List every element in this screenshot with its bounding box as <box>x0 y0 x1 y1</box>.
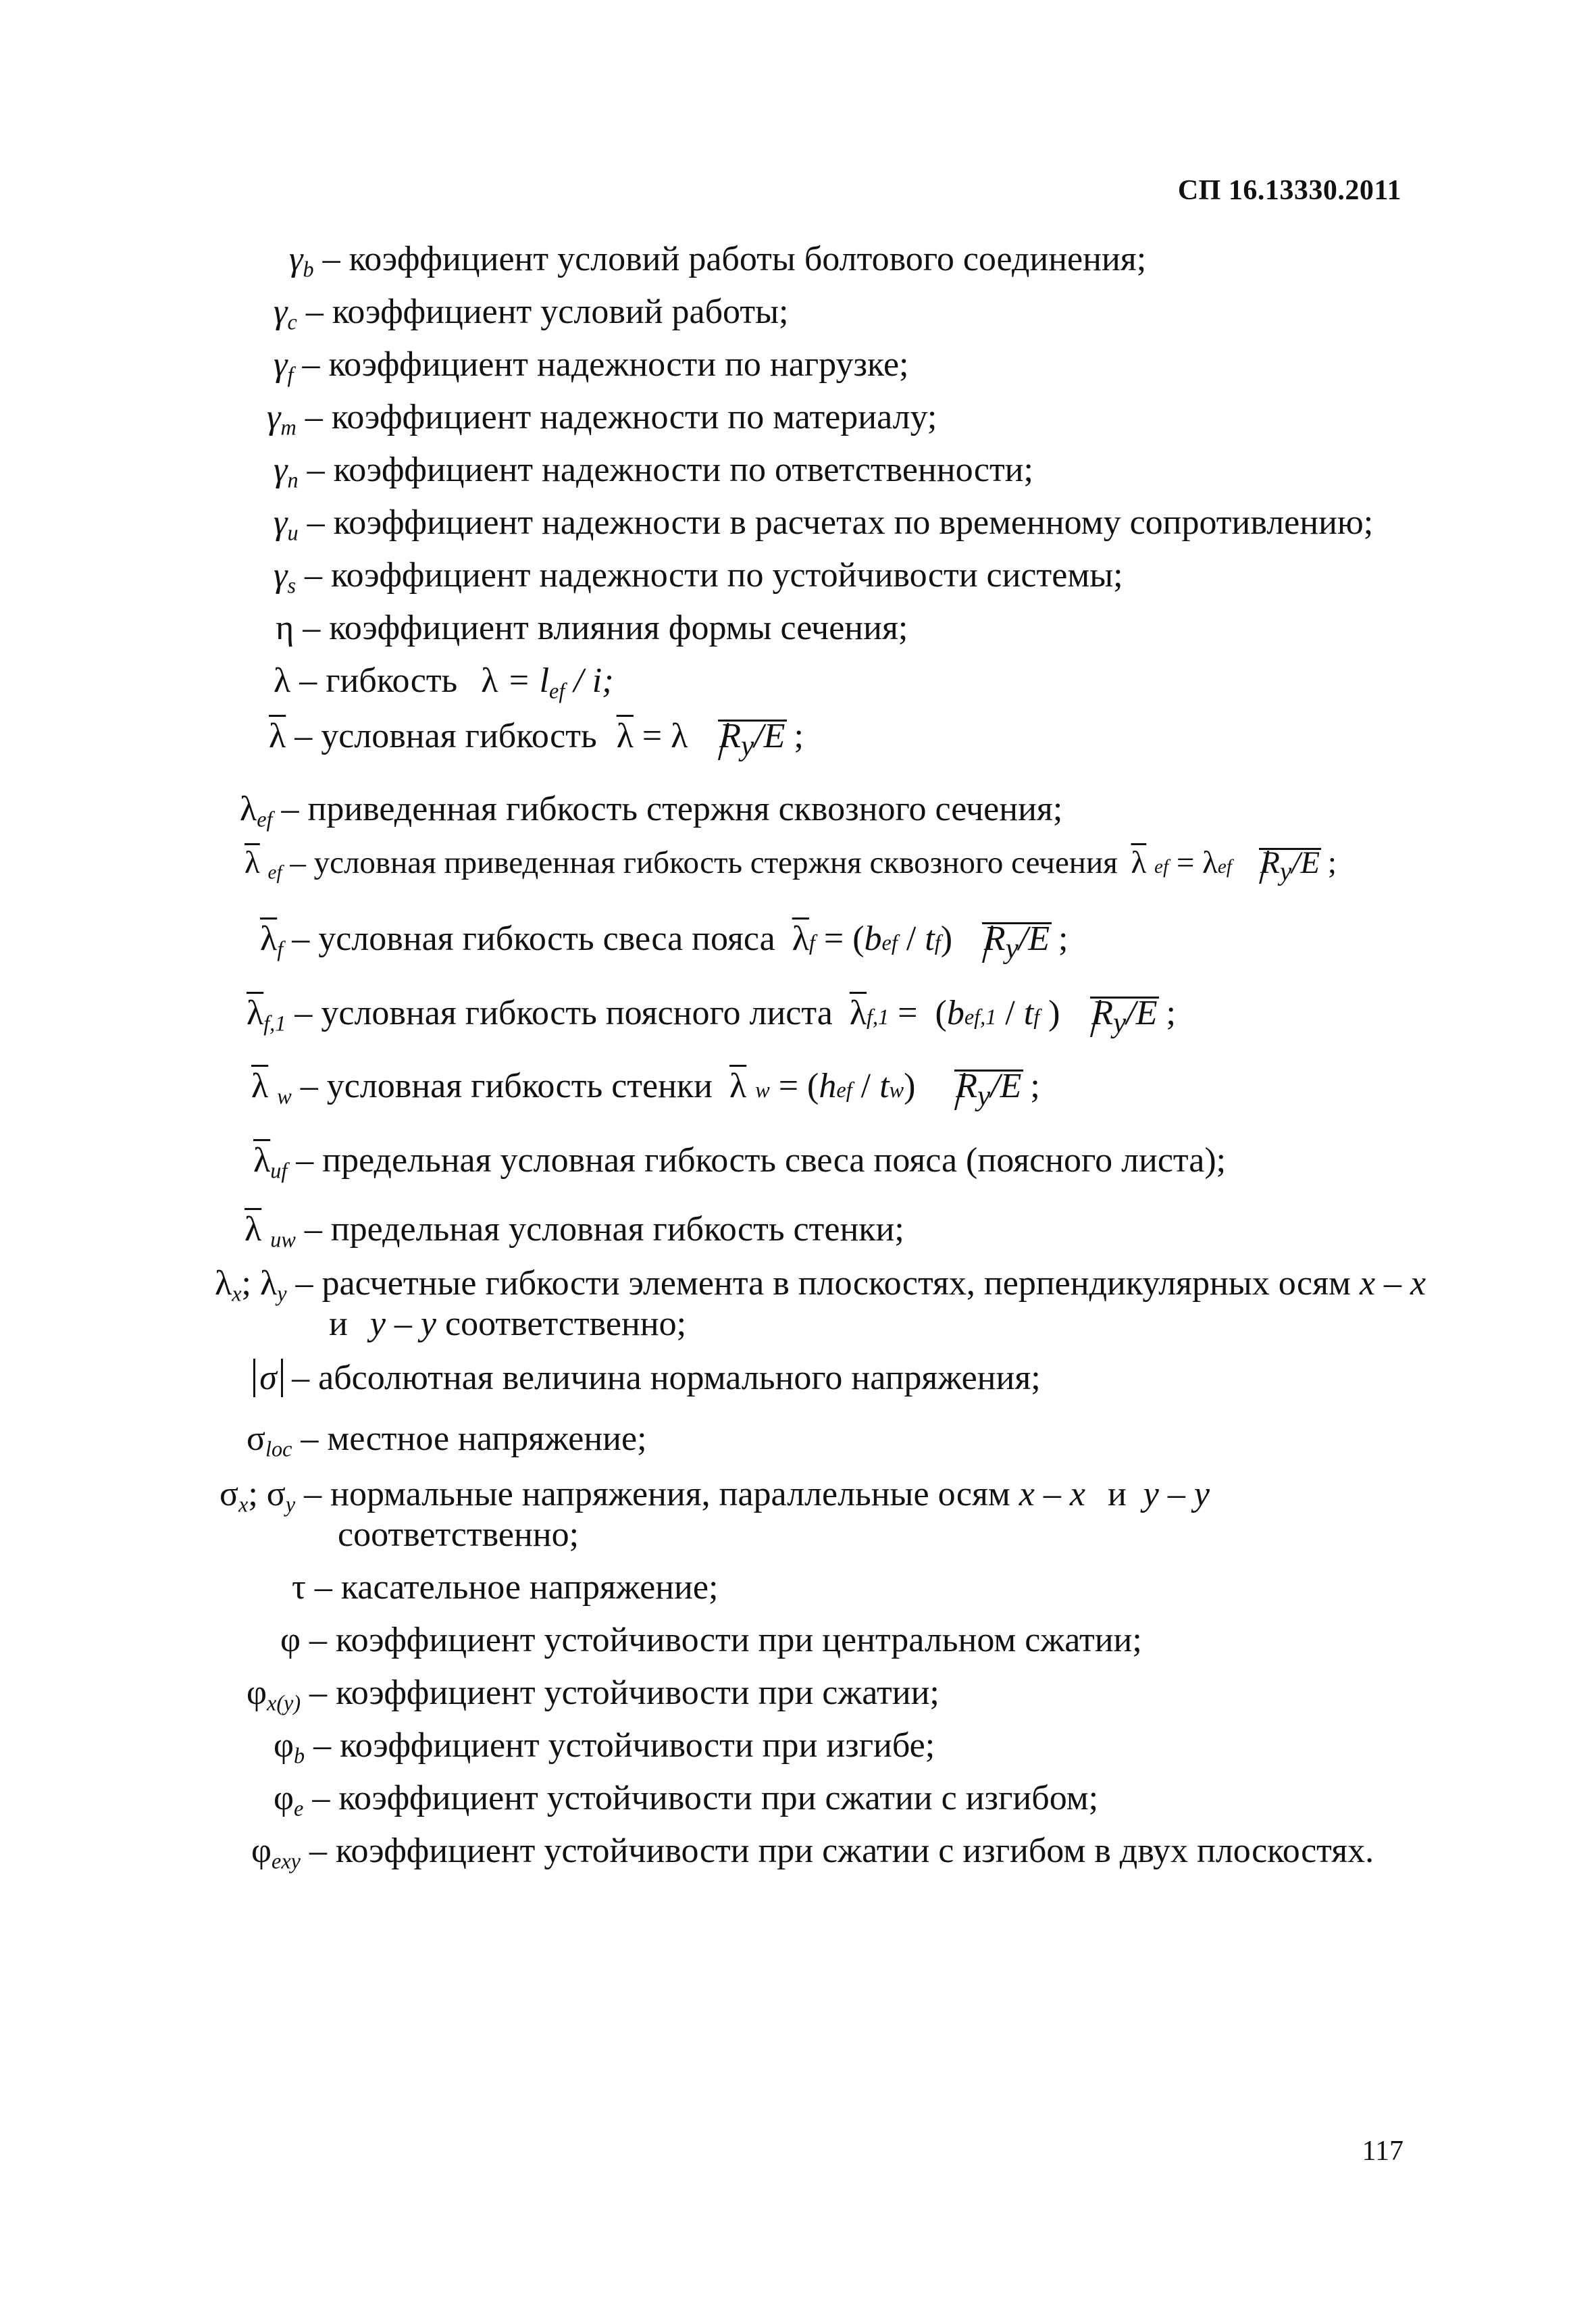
entry-desc: – абсолютная величина нормального напряжения; <box>292 1359 1041 1397</box>
entry-cont: соответственно; <box>445 1305 687 1343</box>
entry-desc: – коэффициент надежности по ответственности; <box>307 451 1033 489</box>
entry-desc: – касательное напряжение; <box>314 1568 719 1607</box>
entry-desc: – местное напряжение; <box>301 1419 647 1458</box>
entry-lambda <box>274 661 614 701</box>
symbol-sigma-loc: $\sigma_{loc}$ <box>247 1419 292 1461</box>
entry-phi-xy <box>247 1673 939 1713</box>
document-code: СП 16.13330.2011 <box>1177 175 1401 206</box>
entry-desc: – коэффициент надежности по материалу; <box>305 398 937 436</box>
entry-desc: – предельная условная гибкость стенки; <box>304 1210 904 1249</box>
formula-lambda-bar-w: $\overline{\lambda}$ w = (hef / tw) $R_y/E$ ; <box>729 1067 1040 1112</box>
axis-y-y: y – y <box>369 1305 437 1343</box>
entry-desc: – коэффициент устойчивости при сжатии; <box>309 1674 939 1712</box>
entry-desc: – расчетные гибкости элемента в плоскостях, перпендикулярных осям <box>295 1264 1351 1303</box>
entry-desc: – приведенная гибкость стержня сквозного сечения; <box>281 790 1063 828</box>
entry-desc: – коэффициент устойчивости при изгибе; <box>313 1726 935 1765</box>
entry-desc: – условная гибкость поясного листа <box>294 994 833 1032</box>
entry-lambda-xy-cont <box>329 1304 686 1344</box>
axis-y-y: y <box>1143 1475 1159 1513</box>
entry-phi-b <box>274 1726 935 1766</box>
axis-x-x: x <box>1019 1475 1035 1513</box>
entry-sigma-abs <box>253 1358 1041 1399</box>
entry-desc: – коэффициент устойчивости при центральном сжатии; <box>309 1621 1142 1659</box>
entry-desc: – условная гибкость <box>294 717 597 755</box>
symbol-sigma-xy: $\sigma_x$; $\sigma_y$ <box>220 1475 296 1517</box>
symbol-lambda-bar-f1: $\overline{\lambda}_{f,1}$ <box>247 994 286 1036</box>
symbol-gamma-b: $\gamma_b$ <box>289 240 314 282</box>
entry-desc: – предельная условная гибкость свеса пояса (поясного листа); <box>296 1141 1227 1180</box>
symbol-gamma-n: $\gamma_n$ <box>274 451 299 493</box>
formula-lambda-bar: $\overline{\lambda} = \lambda$ $R_y/E$ ; <box>616 717 804 762</box>
entry-lambda-bar-f <box>260 919 1068 965</box>
entry-eta <box>276 608 908 649</box>
formula-lambda-bar-ef: $\overline{\lambda}$ ef = λef $R_y/E$ ; <box>1131 845 1337 886</box>
word-and: и <box>329 1305 348 1343</box>
symbol-gamma-u: $\gamma_u$ <box>274 503 299 545</box>
entry-tau <box>292 1567 718 1608</box>
entry-lambda-bar-uw <box>244 1209 904 1250</box>
entry-desc: – коэффициент влияния формы сечения; <box>303 609 908 647</box>
entry-gamma-u <box>274 503 1373 543</box>
symbol-phi-xy: $\varphi_{x(y)}$ <box>247 1674 301 1715</box>
entry-desc: – коэффициент условий работы болтового соединения; <box>322 240 1147 278</box>
entry-desc: – условная гибкость стенки <box>300 1067 713 1105</box>
formula-lambda: $\lambda = l_{ef} / i$; <box>481 661 614 703</box>
entry-desc: – условная приведенная гибкость стержня сквозного сечения <box>290 845 1118 880</box>
entry-desc: – коэффициент условий работы; <box>305 293 789 331</box>
symbol-phi-b: $\varphi_b$ <box>274 1726 305 1768</box>
entry-gamma-f <box>274 345 908 385</box>
symbol-lambda-bar-f: $\overline{\lambda}_f$ <box>260 920 284 961</box>
entry-sigma-loc <box>247 1419 647 1459</box>
symbol-gamma-s: $\gamma_s$ <box>274 556 297 598</box>
entry-gamma-n <box>274 450 1033 491</box>
word-and: и <box>1107 1475 1127 1513</box>
entry-phi-exy <box>251 1831 1374 1871</box>
symbol-phi-e: $\varphi_e$ <box>274 1779 304 1821</box>
symbol-lambda-bar-ef: $\overline{\lambda}$ $_{ef}$ <box>244 845 282 884</box>
entry-gamma-s <box>274 555 1123 596</box>
entry-desc: – нормальные напряжения, параллельные осям <box>304 1475 1010 1513</box>
entry-gamma-m <box>267 397 937 438</box>
formula-lambda-bar-f: $\overline{\lambda}f = (bef / tf)$ $R_y/E$ ; <box>792 920 1069 965</box>
entry-desc: – коэффициент надежности по устойчивости системы; <box>305 556 1123 595</box>
entry-lambda-bar-uf <box>253 1140 1226 1181</box>
symbol-gamma-c: $\gamma_c$ <box>274 293 297 334</box>
page-number: 117 <box>1362 2136 1404 2167</box>
symbol-eta: η <box>276 609 294 647</box>
symbol-sigma-abs: σ <box>253 1359 283 1397</box>
entry-desc: – коэффициент устойчивости при сжатии с изгибом в двух плоскостях. <box>309 1832 1374 1870</box>
symbol-tau: τ <box>292 1568 306 1607</box>
entry-desc: – гибкость <box>299 661 458 700</box>
entry-desc: – коэффициент надежности в расчетах по временному сопротивлению; <box>307 503 1374 542</box>
formula-lambda-bar-f1: $\overline{\lambda}f,1 = (bef,1$ / tf ) $R_y/E$ ; <box>849 994 1176 1039</box>
symbol-gamma-f: $\gamma_f$ <box>274 345 294 387</box>
entry-lambda-bar-w <box>251 1066 1040 1113</box>
symbol-lambda-bar-uw: $\overline{\lambda}$ $_{uw}$ <box>244 1210 296 1252</box>
symbol-lambda-ef: $\lambda_{ef}$ <box>240 790 273 832</box>
symbol-phi: φ <box>280 1621 301 1659</box>
entry-cont: соответственно; <box>338 1515 580 1554</box>
symbol-lambda-bar-uf: $\overline{\lambda}_{uf}$ <box>253 1141 288 1183</box>
entry-lambda-bar-ef <box>244 845 1337 886</box>
entry-gamma-b <box>289 239 1146 280</box>
entry-sigma-xy-cont <box>338 1515 579 1555</box>
symbol-lambda-xy: $\lambda_x$; $\lambda_y$ <box>215 1264 287 1306</box>
entry-lambda-bar-f1 <box>247 993 1176 1040</box>
symbol-lambda: λ <box>274 661 291 700</box>
symbol-lambda-bar: $\overline{\lambda}$ <box>269 717 286 755</box>
symbol-phi-exy: $\varphi_{exy}$ <box>251 1832 301 1873</box>
entry-lambda-ef <box>240 789 1062 830</box>
symbol-lambda-bar-w: $\overline{\lambda}$ $_w$ <box>251 1067 292 1109</box>
entry-desc: – условная гибкость свеса пояса <box>292 920 775 958</box>
entry-gamma-c <box>274 292 788 332</box>
entry-lambda-xy: $\lambda_x$; $\lambda_y$ – расчетные гибкости элемента в плоскостях, перпендикулярных осям x – x <box>215 1264 1426 1306</box>
entry-desc: – коэффициент надежности по нагрузке; <box>302 345 909 384</box>
symbol-gamma-m: $\gamma_m$ <box>267 398 297 440</box>
entry-phi <box>280 1620 1142 1661</box>
axis-x-x: x <box>1359 1264 1376 1303</box>
entry-phi-e <box>274 1778 1098 1819</box>
entry-sigma-xy: $\sigma_x$; $\sigma_y$ – нормальные напряжения, параллельные осям x – x и y – y <box>220 1475 1210 1517</box>
entry-lambda-bar <box>269 716 804 763</box>
entry-desc: – коэффициент устойчивости при сжатии с изгибом; <box>312 1779 1099 1817</box>
